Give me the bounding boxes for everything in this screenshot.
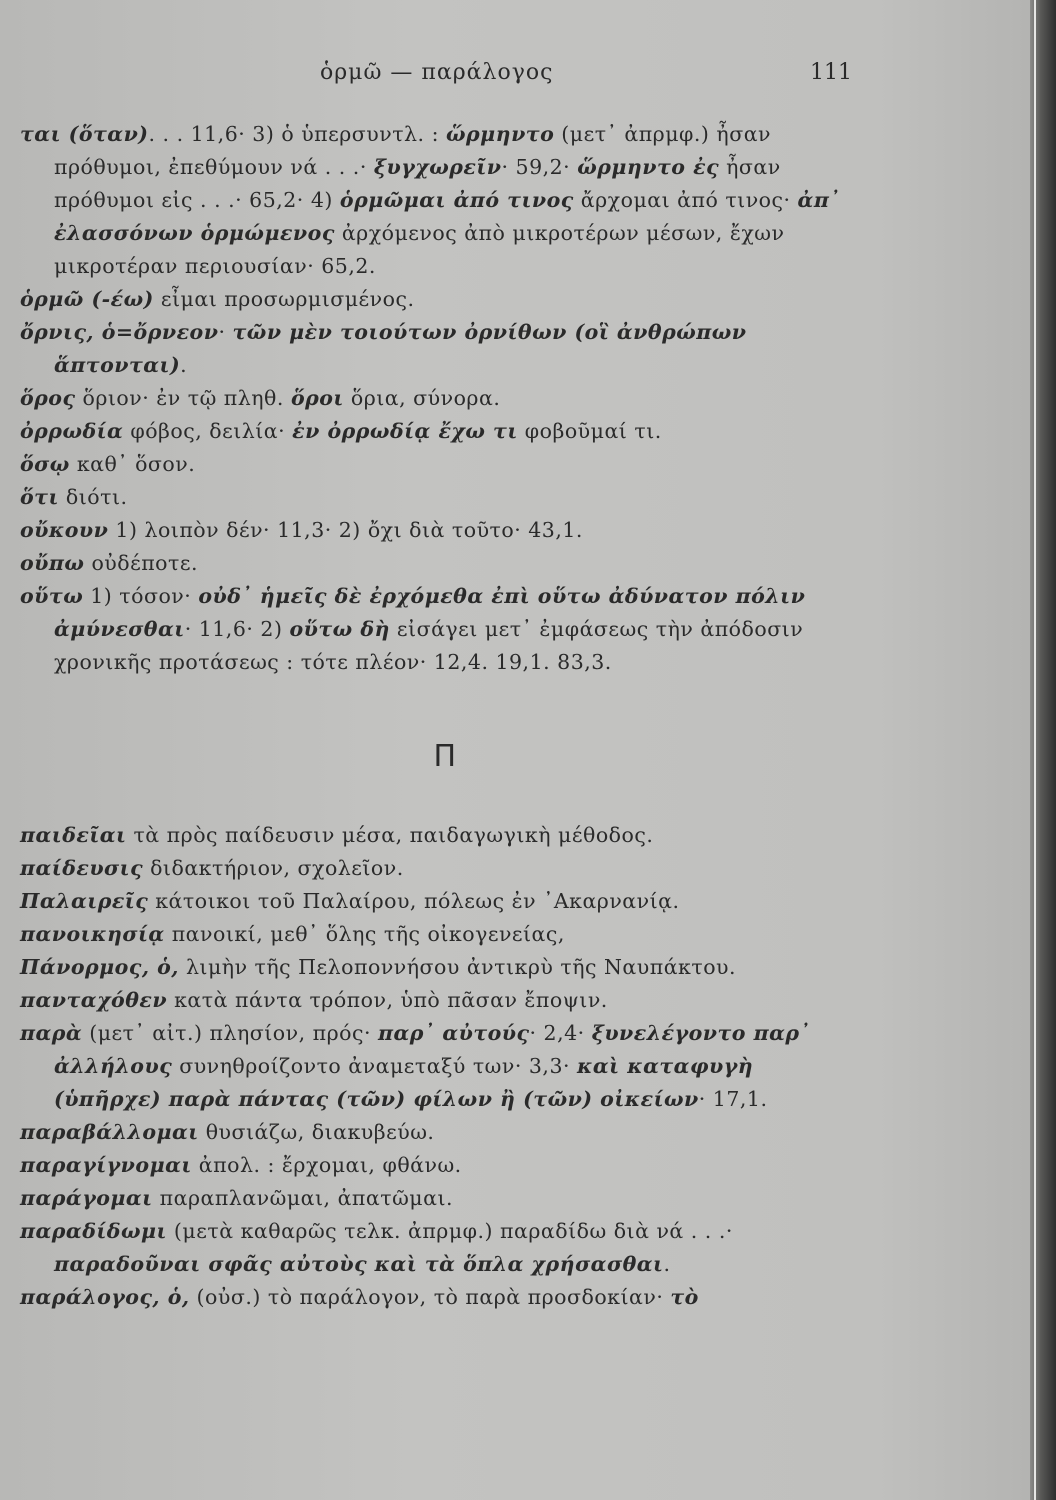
definition: θυσιάζω, διακυβεύω. (198, 1120, 435, 1144)
definition: κάτοικοι τοῦ Παλαίρου, πόλεως ἐν ᾽Ακαρνανίᾳ. (148, 889, 680, 913)
headword: ὅσῳ (20, 452, 70, 476)
entry-paideusis (20, 852, 860, 885)
entry-paragomai (20, 1182, 860, 1215)
definition: 1) λοιπὸν δέν· 11,3· 2) ὄχι διὰ τοῦτο· 43,1. (108, 518, 583, 542)
example: ξυνελέγοντο παρ᾽ ἀλλήλους (54, 1021, 811, 1078)
headword: παράλογος, ὁ, (20, 1285, 190, 1309)
headword: Παλαιρεῖς (20, 889, 149, 913)
definition: . . . 11,6· 3) ὁ ὑπερσυντλ. : (148, 122, 447, 146)
example: οὐδ᾽ ἡμεῖς δὲ ἐρχόμεθα ἐπὶ οὕτω ἀδύνατον πόλιν ἀμύνεσθαι (54, 584, 806, 641)
page-number: 111 (810, 60, 852, 85)
definition: εἶμαι προσωρμισμένος. (153, 287, 415, 311)
headword: ὅτι (20, 485, 59, 509)
example: ξυγχωρεῖν (373, 155, 502, 179)
section-letter-pi: Π (433, 739, 457, 774)
headword: οὔπω (20, 551, 85, 575)
dictionary-body (20, 118, 860, 1314)
entry-panormos (20, 951, 860, 984)
headword: ὅρος (20, 386, 76, 410)
definition: ἀρχόμενος ἀπὸ μικροτέρων μέσων, ἔχων μικροτέραν περιουσίαν· 65,2. (54, 221, 785, 278)
entry-paragignomai (20, 1149, 860, 1182)
definition: . (180, 353, 188, 377)
definition: παραπλανῶμαι, ἀπατῶμαι. (152, 1186, 454, 1210)
entry-para (20, 1017, 860, 1116)
running-header: ὁρμῶ — παράλογος (320, 60, 554, 85)
example: ὅροι (290, 386, 344, 410)
headword: οὔκουν (20, 518, 109, 542)
definition: καθ᾽ ὅσον. (69, 452, 196, 476)
entry-pantachothen (20, 984, 860, 1017)
example: τὸ (670, 1285, 699, 1309)
definition: οὐδέποτε. (84, 551, 198, 575)
definition: (μετ᾽ ἀπρμφ.) ἦσαν πρόθυμοι, ἐπεθύμουν νά . . .· (54, 122, 772, 179)
definition: εἰσάγει μετ᾽ ἐμφάσεως τὴν ἀπόδοσιν χρονικῆς προτάσεως : τότε πλέον· 12,4. 19,1. 83,3. (54, 617, 804, 674)
entry-hormo (20, 283, 860, 316)
definition: πανοικί, μεθ᾽ ὅλης τῆς οἰκογενείας, (164, 922, 565, 946)
entry-oukoun (20, 514, 860, 547)
headword: παραδίδωμι (20, 1219, 167, 1243)
example: ὁρμῶμαι ἀπό τινος (339, 188, 574, 212)
definition: διδακτήριον, σχολεῖον. (143, 856, 404, 880)
definition: ἄρχομαι ἀπό τινος· (573, 188, 798, 212)
definition: ὅρια, σύνορα. (343, 386, 501, 410)
example: καὶ καταφυγὴ (ὑπῆρχε) παρὰ πάντας (τῶν) φίλων ἢ (τῶν) οἰκείων (54, 1054, 754, 1111)
entry-paideiai (20, 819, 860, 852)
example: ἐν ὀρρωδίᾳ ἔχω τι (292, 419, 518, 443)
headword: ται (ὅταν) (20, 122, 149, 146)
entry-ornis (20, 316, 860, 382)
headword: παραβάλλομαι (20, 1120, 199, 1144)
entry-paraballomai (20, 1116, 860, 1149)
definition: (μετὰ καθαρῶς τελκ. ἀπρμφ.) παραδίδω διὰ νά . . .· (166, 1219, 733, 1243)
definition: ὅριον· ἐν τῷ πληθ. (75, 386, 291, 410)
entry-horos (20, 382, 860, 415)
definition: ἀπολ. : ἔρχομαι, φθάνω. (191, 1153, 462, 1177)
example: ἀπ᾽ ἐλασσόνων ὁρμώμενος (54, 188, 841, 245)
headword: ὀρρωδία (20, 419, 124, 443)
entry-hoso (20, 448, 860, 481)
entry-panoikesia (20, 918, 860, 951)
definition: . (663, 1252, 671, 1276)
example: ὥρμηντο (446, 122, 555, 146)
definition: λιμὴν τῆς Πελοποννήσου ἀντικρὺ τῆς Ναυπάκτου. (178, 955, 737, 979)
example: ὥρμηντο ἐς (577, 155, 720, 179)
entry-paradidomi (20, 1215, 860, 1281)
example: οὕτω δὴ (289, 617, 390, 641)
headword: οὕτω (20, 584, 84, 608)
headword: παρὰ (20, 1021, 83, 1045)
definition: φόβος, δειλία· (123, 419, 293, 443)
example: τῶν μὲν τοιούτων ὀρνίθων (οἳ ἀνθρώπων ἅπτονται) (54, 320, 747, 377)
definition: · (218, 320, 233, 344)
entry-orrodia (20, 415, 860, 448)
headword: παραγίγνομαι (20, 1153, 192, 1177)
headword: παιδεῖαι (20, 823, 127, 847)
definition: · 2,4· (529, 1021, 592, 1045)
definition: (οὐσ.) τὸ παράλογον, τὸ παρὰ προσδοκίαν· (189, 1285, 671, 1309)
entry-houto (20, 580, 860, 679)
entry-hoti (20, 481, 860, 514)
definition: · 17,1. (698, 1087, 768, 1111)
definition: · 11,6· 2) (184, 617, 290, 641)
definition: φοβοῦμαί τι. (517, 419, 662, 443)
definition: 1) τόσον· (83, 584, 199, 608)
definition: (μετ᾽ αἰτ.) πλησίον, πρός· (82, 1021, 379, 1045)
definition: ἦσαν πρόθυμοι εἰς . . .· 65,2· 4) (54, 155, 781, 212)
entry-palaireis (20, 885, 860, 918)
headword: Πάνορμος, ὁ, (20, 955, 179, 979)
example: παραδοῦναι σφᾶς αὐτοὺς καὶ τὰ ὅπλα χρήσασθαι (54, 1252, 664, 1276)
headword: παράγομαι (20, 1186, 153, 1210)
headword: πανοικησίᾳ (20, 922, 165, 946)
entry-paralogos (20, 1281, 860, 1314)
headword: ὁρμῶ (-έω) (20, 287, 154, 311)
definition: · 59,2· (501, 155, 578, 179)
definition: διότι. (58, 485, 128, 509)
page-edge-highlight (1034, 0, 1036, 1500)
headword: ὄρνις, ὁ=ὄρνεον (20, 320, 219, 344)
headword: παίδευσις (20, 856, 144, 880)
definition: τὰ πρὸς παίδευσιν μέσα, παιδαγωγικὴ μέθοδος. (126, 823, 654, 847)
example: παρ᾽ αὐτούς (378, 1021, 530, 1045)
definition: κατὰ πάντα τρόπον, ὑπὸ πᾶσαν ἔποψιν. (167, 988, 608, 1012)
entry-oupo (20, 547, 860, 580)
entry-tai-otan (20, 118, 860, 283)
definition: συνηθροίζοντο ἀναμεταξύ των· 3,3· (172, 1054, 578, 1078)
headword: πανταχόθεν (20, 988, 168, 1012)
